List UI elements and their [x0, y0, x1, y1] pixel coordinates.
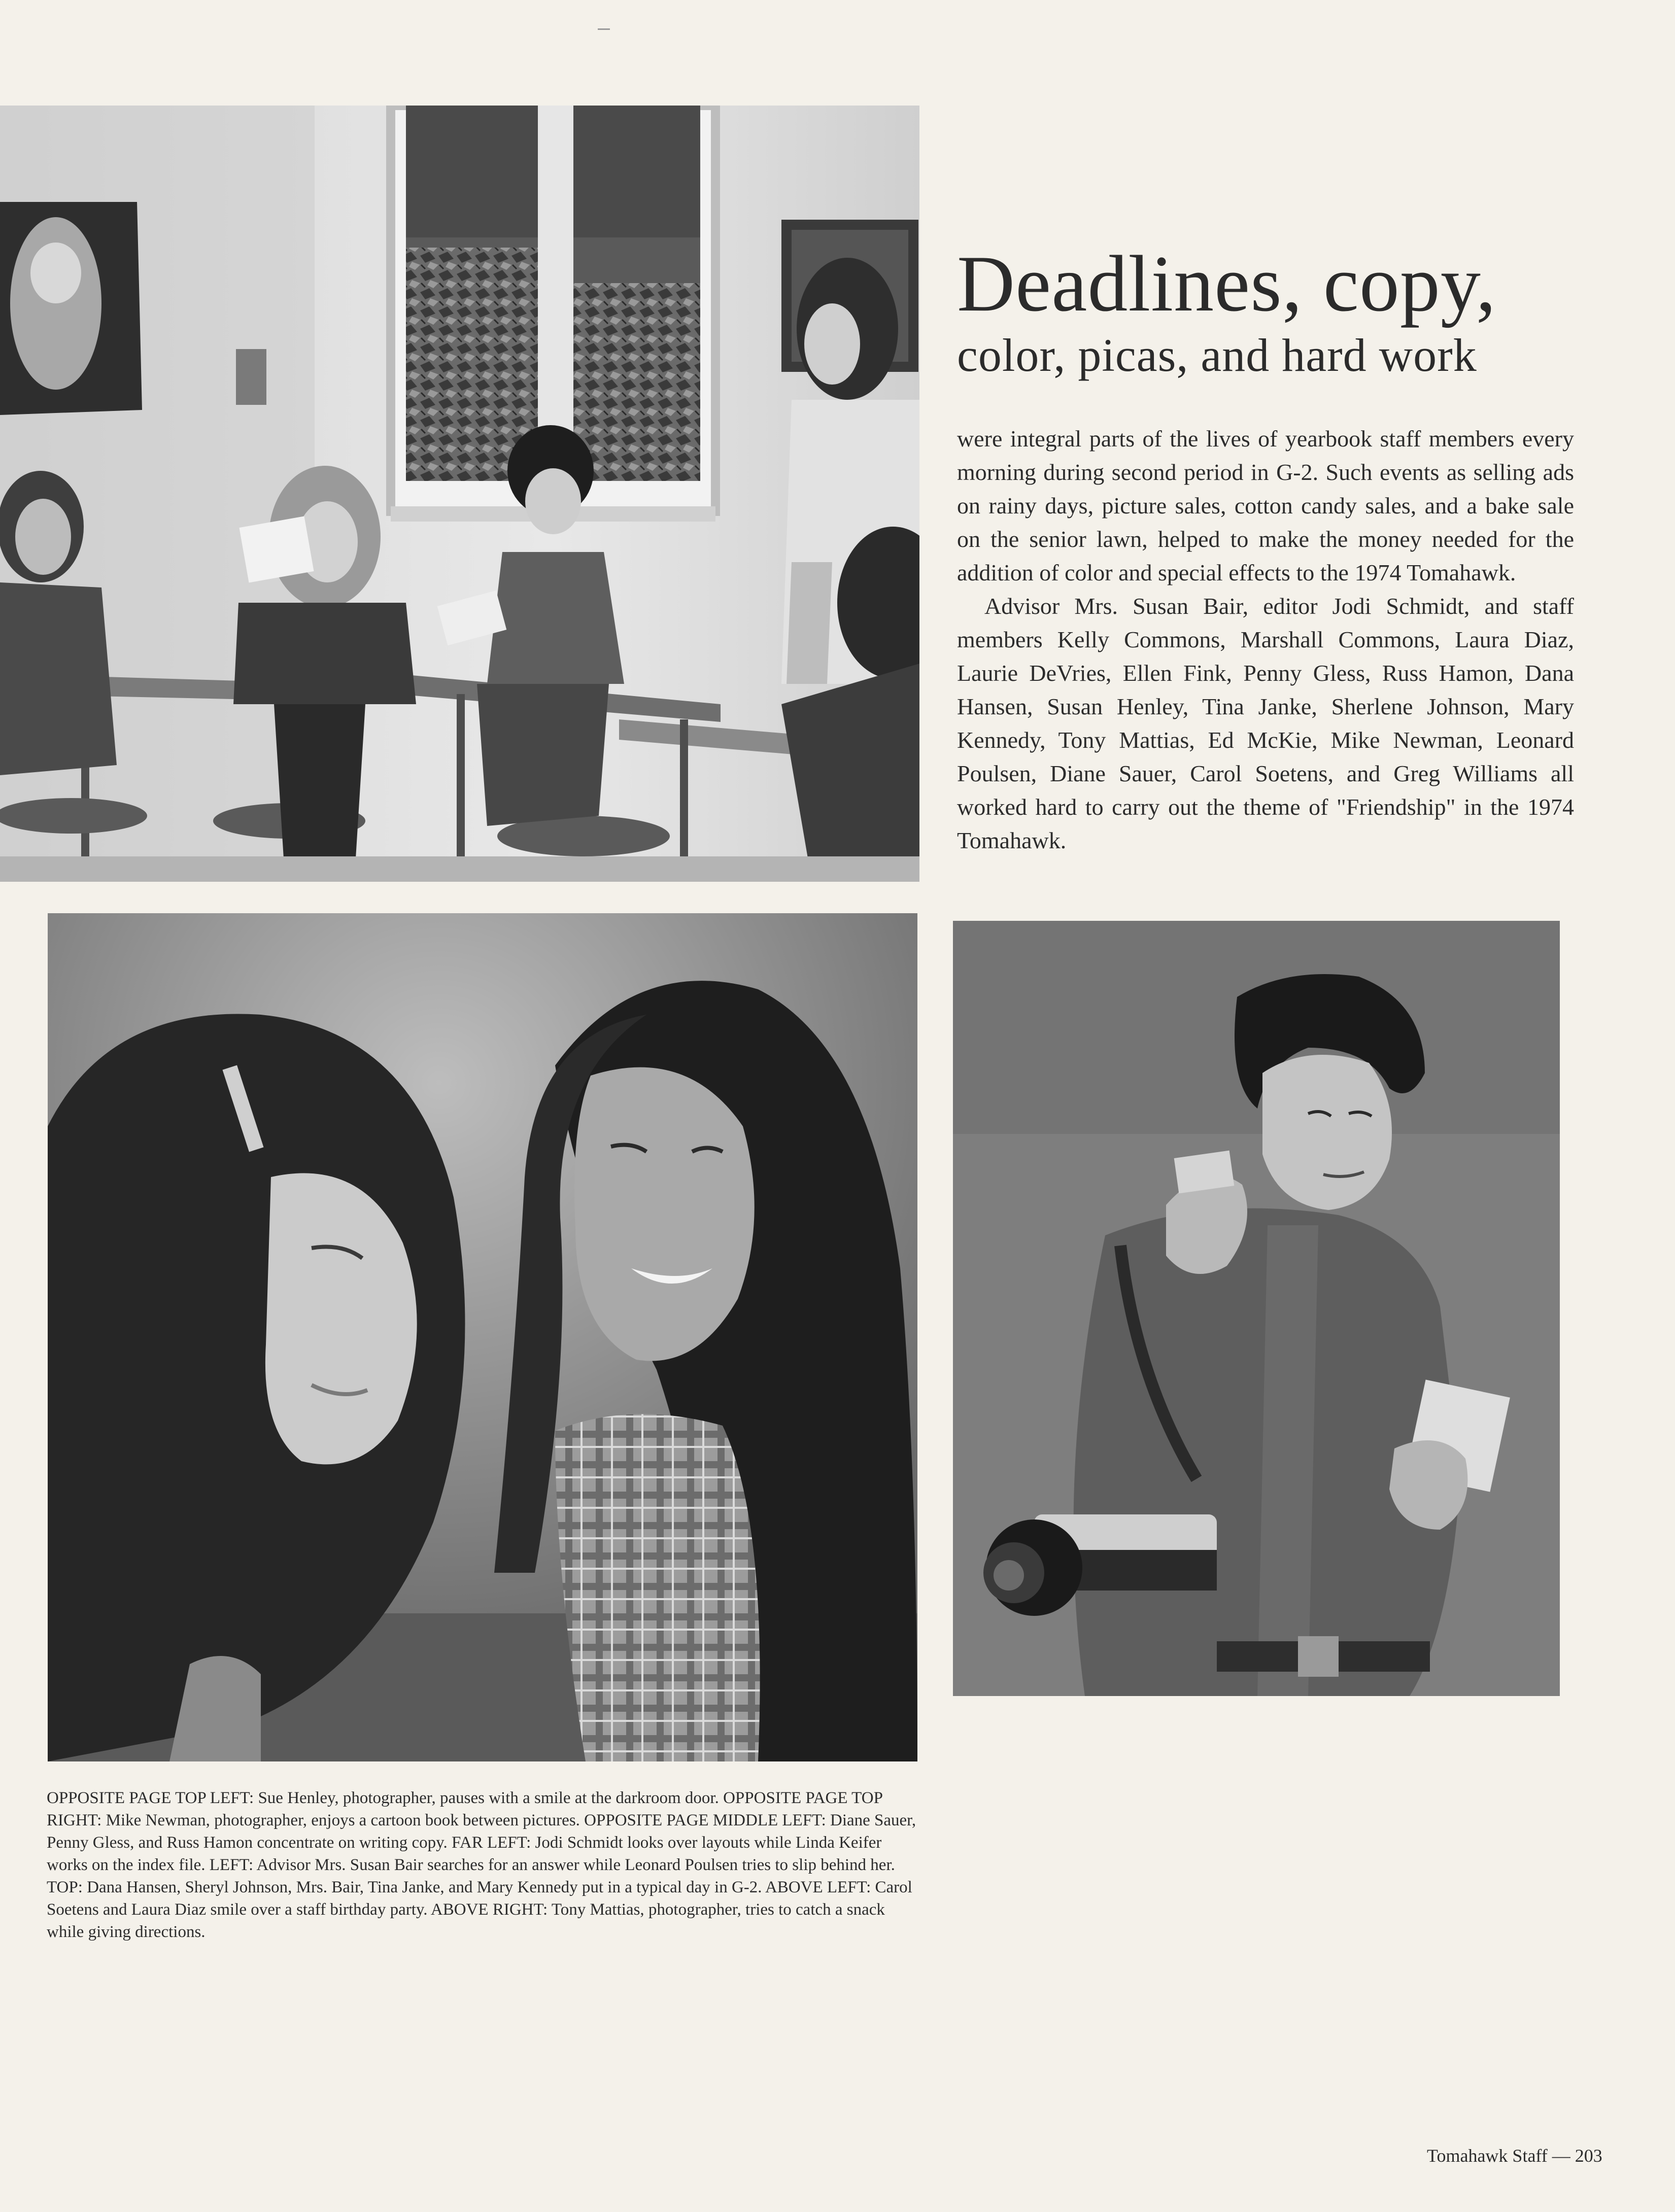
- photo-caption: OPPOSITE PAGE TOP LEFT: Sue Henley, photographer, pauses with a smile at the darkroom door. OPPOSITE PAGE TOP RIGHT: Mike Newman, photographer, enjoys a cartoon book between pictures. OPPOSITE PAGE MIDDLE LEFT: Diane Sauer, Penny Gless, and Russ Hamon concentrate on writing copy. FAR LEFT: Jodi Schmidt looks over layouts while Linda Keifer works on the index file. LEFT: Advisor Mrs. Susan Bair searches for an answer while Leonard Poulsen tries to slip behind her. TOP: Dana Hansen, Sheryl Johnson, Mrs. Bair, Tina Janke, and Mary Kennedy put in a typical day in G-2. ABOVE LEFT: Carol Soetens and Laura Diaz smile over a staff birthday party. ABOVE RIGHT: Tony Mattias, photographer, tries to catch a snack while giving directions.: [47, 1789, 916, 1941]
- headline-line-2: color, picas, and hard work: [957, 329, 1477, 381]
- photographer-photo: [953, 921, 1560, 1696]
- classroom-photo: [0, 106, 919, 882]
- page-footer: Tomahawk Staff — 203: [1427, 2146, 1602, 2166]
- headline: [957, 241, 1632, 383]
- classroom-photo-image: [0, 106, 919, 882]
- two-girls-photo: [48, 913, 917, 1761]
- print-speck: [598, 28, 610, 30]
- two-girls-photo-image: [48, 913, 917, 1761]
- body-copy: [957, 422, 1574, 857]
- photographer-photo-image: [953, 921, 1560, 1696]
- headline-line-1: Deadlines, copy,: [957, 239, 1497, 328]
- body-paragraph-2: Advisor Mrs. Susan Bair, editor Jodi Schmidt, and staff members Kelly Commons, Marshall Commons, Laura Diaz, Laurie DeVries, Ellen Fink, Penny Gless, Russ Hamon, Dana Hansen, Susan Henley, Tina Janke, Sherlene Johnson, Mary Kennedy, Tony Mattias, Ed McKie, Mike Newman, Leonard Poulsen, Diane Sauer, Carol Soetens, and Greg Williams all worked hard to carry out the theme of "Friendship" in the 1974 Tomahawk.: [957, 593, 1574, 853]
- body-paragraph-1: were integral parts of the lives of yearbook staff members every morning during second period in G-2. Such events as selling ads on rainy days, picture sales, cotton candy sales, and a bake sale on the senior lawn, helped to make the money needed for the addition of color and special effects to the 1974 Tomahawk.: [957, 426, 1574, 585]
